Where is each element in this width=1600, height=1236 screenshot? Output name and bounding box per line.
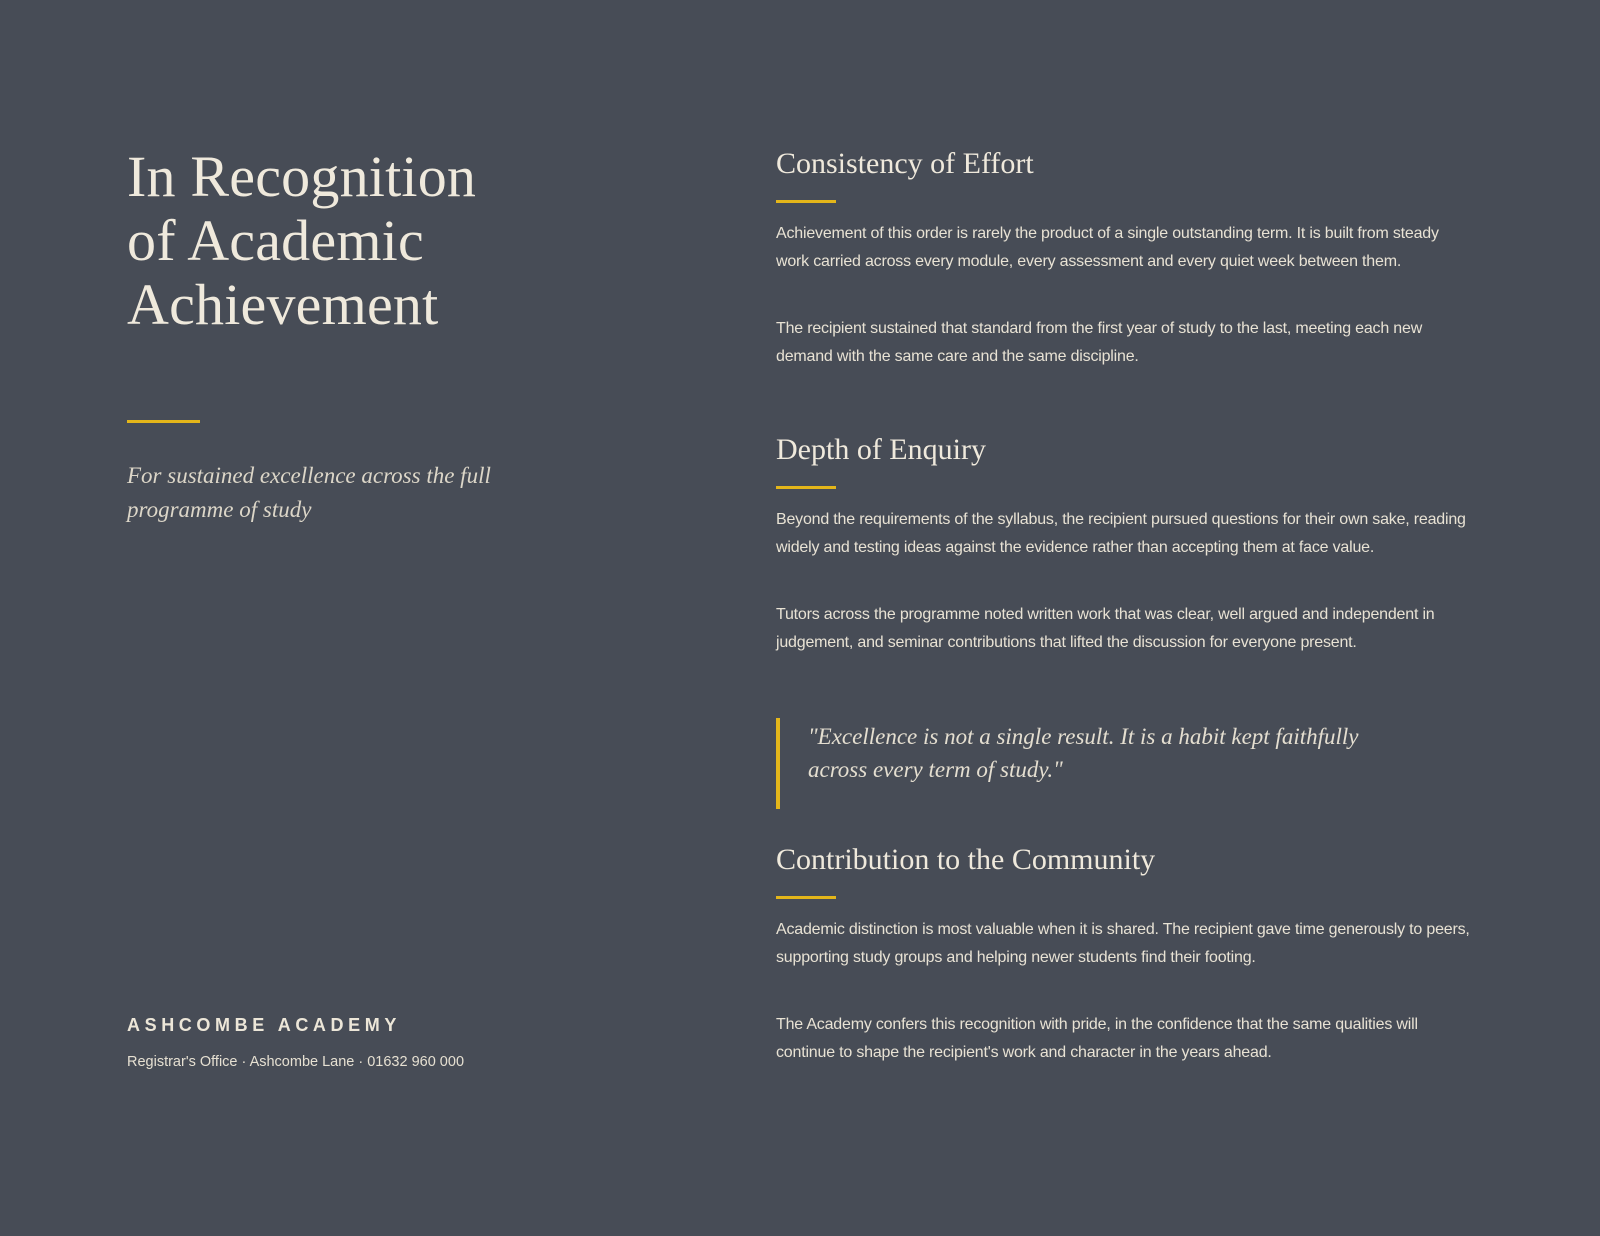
section-paragraph: Tutors across the programme noted written work that was clear, well argued and independent in judgement, and seminar contributions that lifted the discussion for everyone present. [776, 606, 1435, 651]
left-column [127, 0, 597, 1236]
accent-rule [776, 896, 836, 899]
section-contribution-to-community [776, 842, 1476, 1067]
quote-text: "Excellence is not a single result. It is a habit kept faithfully across every term of study." [808, 724, 1359, 782]
accent-rule [127, 420, 200, 423]
section-heading: Depth of Enquiry [776, 433, 986, 466]
section-paragraph: Beyond the requirements of the syllabus, the recipient pursued questions for their own sake, reading widely and testing ideas against the evidence rather than accepting them at face value. [776, 511, 1466, 556]
certificate-subtitle: For sustained excellence across the full programme of study [127, 463, 491, 522]
section-paragraph: Achievement of this order is rarely the product of a single outstanding term. It is built from steady work carried across every module, every assessment and every quiet week between them. [776, 225, 1439, 270]
section-heading: Consistency of Effort [776, 147, 1034, 180]
certificate-title [127, 145, 476, 337]
pull-quote [776, 718, 1416, 809]
section-consistency-of-effort [776, 146, 1476, 371]
title-line: In Recognition [127, 144, 477, 209]
accent-rule [776, 486, 836, 489]
issuer-name: ASHCOMBE ACADEMY [127, 1015, 401, 1035]
section-depth-of-enquiry [776, 432, 1476, 657]
section-paragraph: The recipient sustained that standard from the first year of study to the last, meeting each new demand with the same care and the same discipline. [776, 320, 1423, 365]
accent-rule [776, 200, 836, 203]
title-line: of Academic [127, 208, 424, 273]
section-paragraph: The Academy confers this recognition with pride, in the confidence that the same qualities will continue to shape the recipient's work and character in the years ahead. [776, 1016, 1418, 1061]
section-heading: Contribution to the Community [776, 843, 1156, 876]
issuer-details: Registrar's Office · Ashcombe Lane · 01632 960 000 [127, 1054, 465, 1070]
title-line: Achievement [127, 272, 439, 337]
section-paragraph: Academic distinction is most valuable when it is shared. The recipient gave time generously to peers, supporting study groups and helping newer students find their footing. [776, 921, 1470, 966]
